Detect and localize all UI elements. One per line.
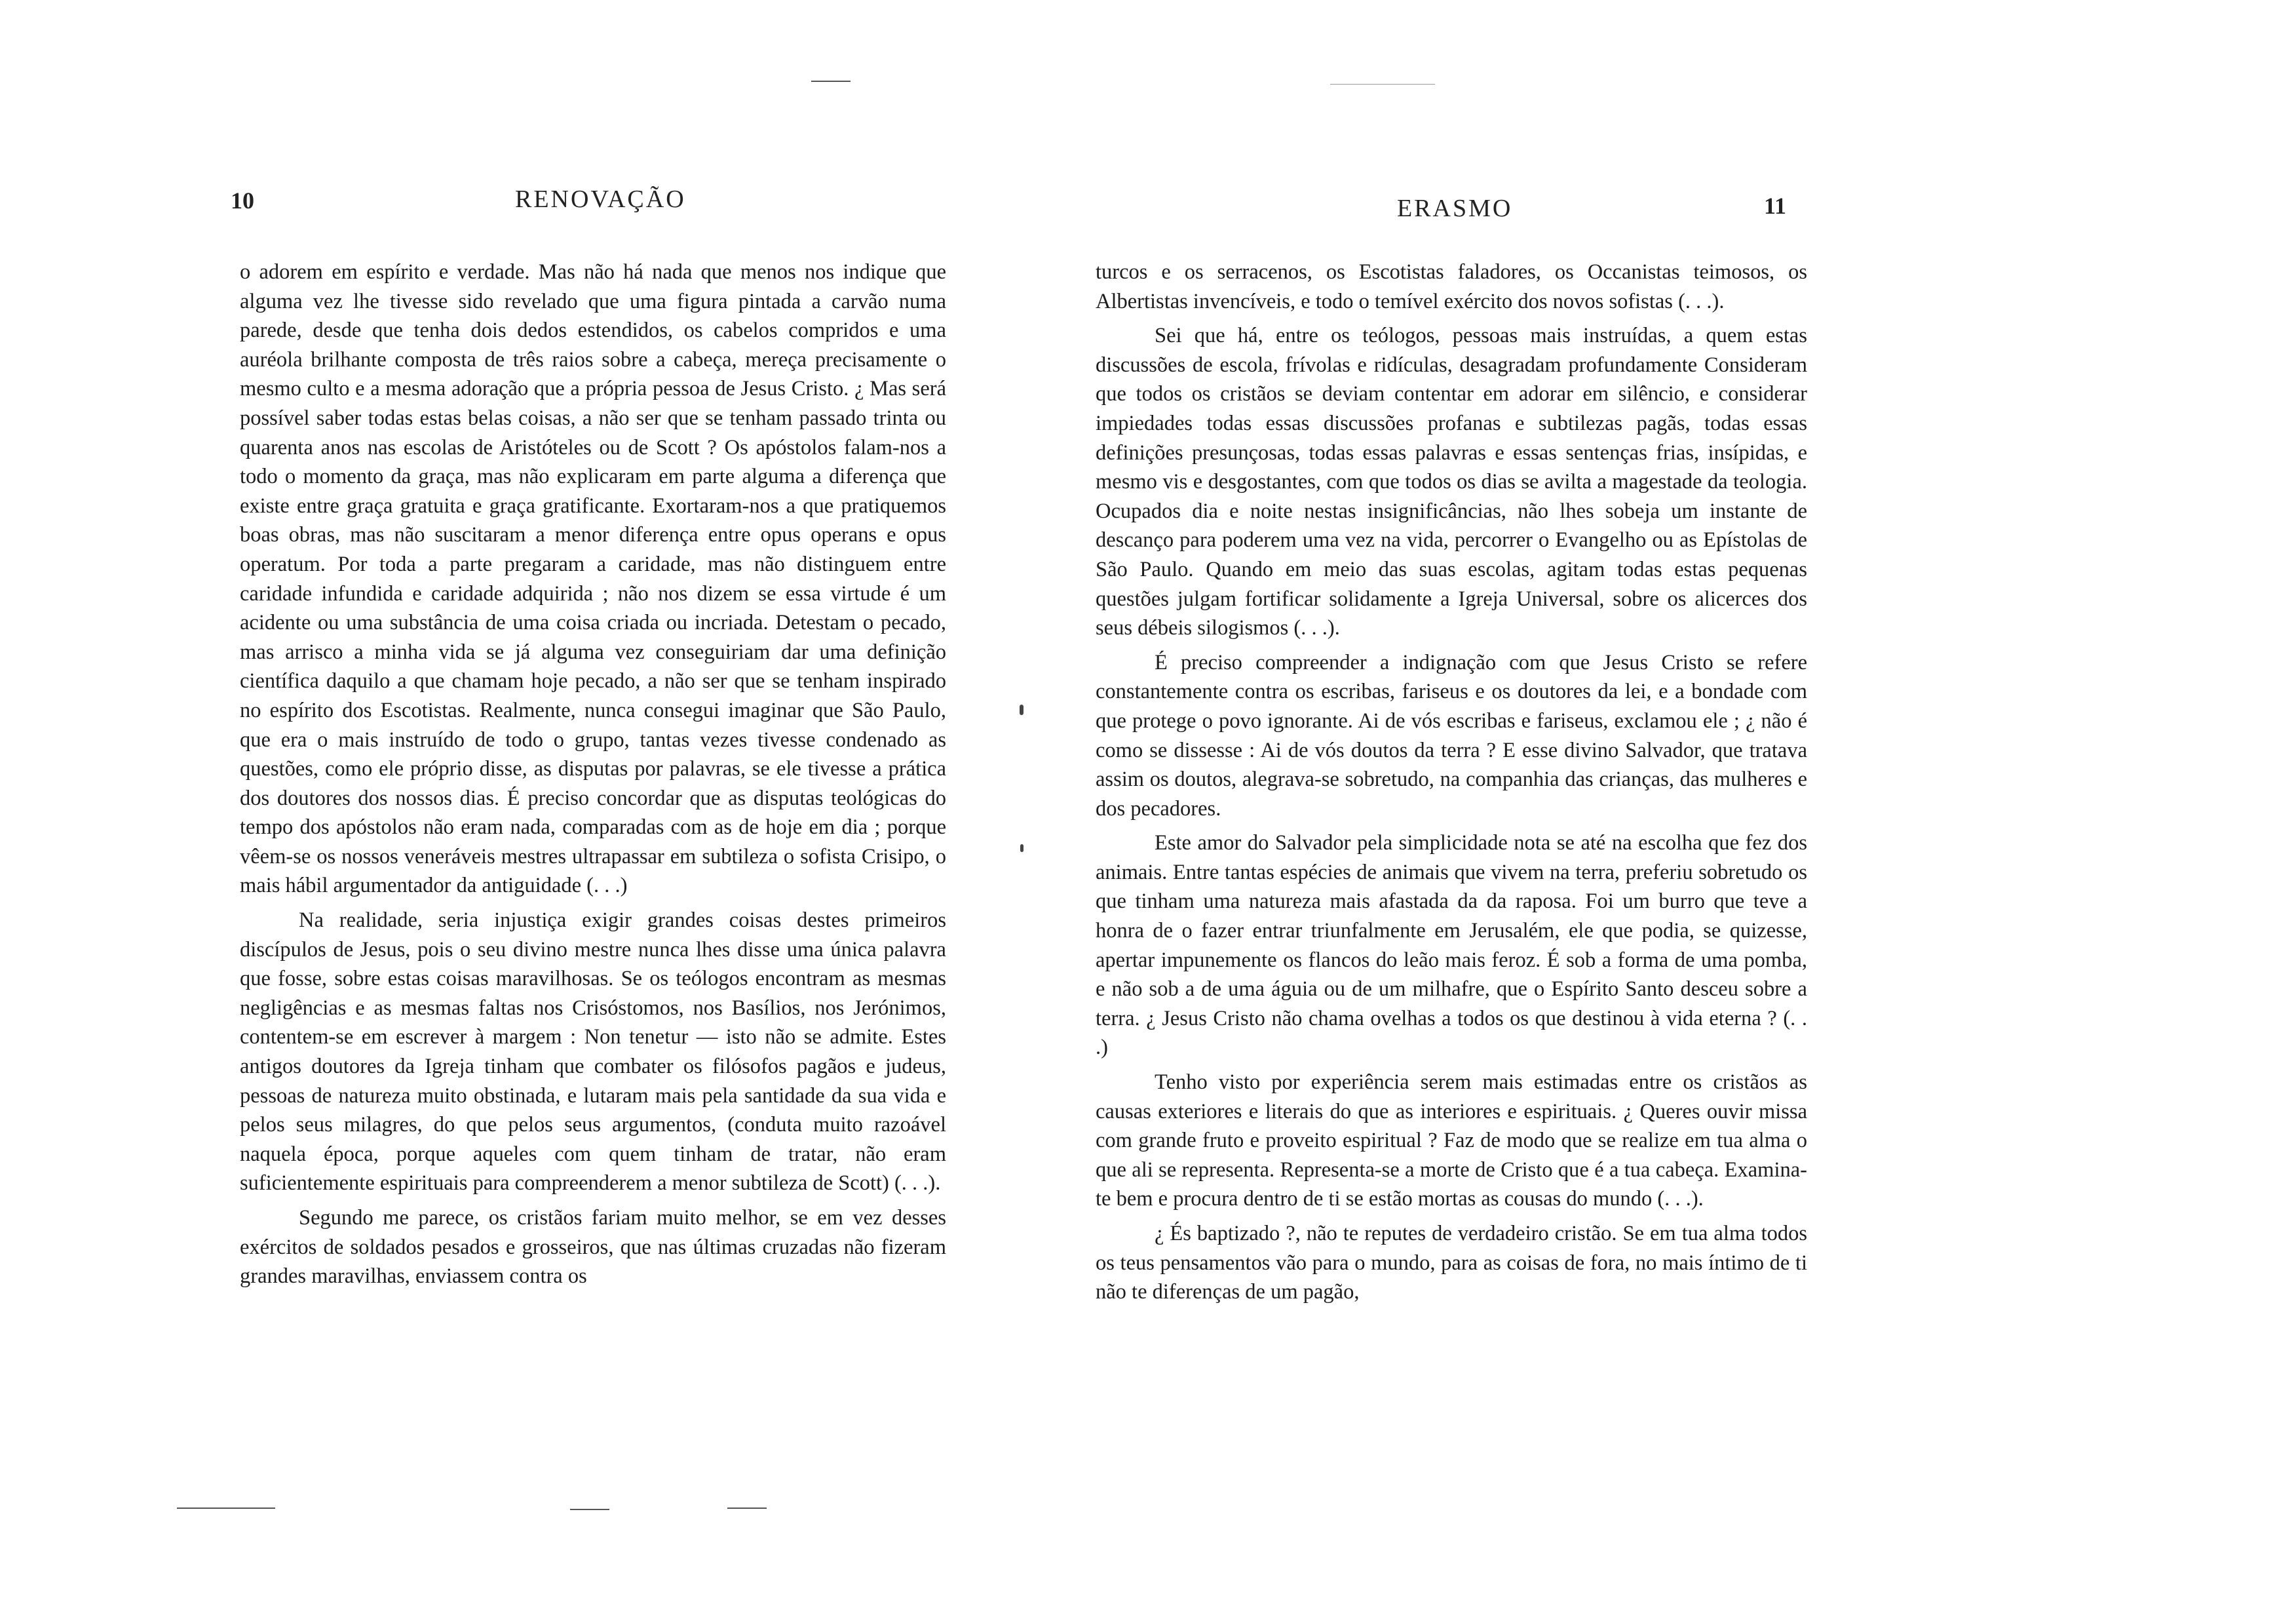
left-running-head: RENOVAÇÃO [515, 185, 686, 213]
scan-mark [727, 1508, 767, 1509]
right-paragraph-6: ¿ És baptizado ?, não te reputes de verdadeiro cristão. Se em tua alma todos os teus pensamentos vão para o mundo, para as coisas de fora, no mais íntimo de ti não te diferenças de um pagão, [1096, 1222, 1807, 1304]
left-page-number: 10 [231, 187, 254, 214]
right-paragraph-3: É preciso compreender a indignação com que Jesus Cristo se refere constantemente contra os escribas, fariseus e os doutores da lei, e a bondade com que protege o povo ignorante. Ai de vós escribas e fariseus, exclamou ele ; ¿ não é como se dissesse : Ai de vós doutos da terra ? E esse divino Salvador, que tratava assim os doutos, alegrava-se sobretudo, na companhia das crianças, das mulheres e dos pecadores. [1096, 650, 1807, 821]
left-paragraph-2: Na realidade, seria injustiça exigir grandes coisas destes primeiros discípulos de Jesus, pois o seu divino mestre nunca lhes disse uma única palavra que fosse, sobre estas coisas maravilhosas. Se os teólogos encontram as mesmas negligências e as mesmas faltas nos Crisóstomos, nos Basílios, nos Jerónimos, contentem-se em escrever à margem : Non tenetur — isto não se admite. Estes antigos doutores da Igreja tinham que combater os filósofos pagãos e judeus, pessoas de natureza muito obstinada, e lutaram mais pela santidade da sua vida e pelos seus milagres, do que pelos seus argumentos, (conduta muito razoável naquela época, porque aqueles com quem tinham de tratar, não eram suficientemente espirituais para compreenderem a menor subtileza de Scott) (. . .). [240, 908, 946, 1196]
scan-mark [811, 81, 851, 82]
right-paragraph-5: Tenho visto por experiência serem mais estimadas entre os cristãos as causas exteriores e literais do que as interiores e espirituais. ¿ Queres ouvir missa com grande fruto e proveito espiritual ? Faz de modo que se realize em tua alma o que ali se representa. Representa-se a morte de Cristo que é a tua cabeça. Examina-te bem e procura dentro de ti se estão mortas as cousas do mundo (. . .). [1096, 1070, 1807, 1211]
left-paragraph-3: Segundo me parece, os cristãos fariam muito melhor, se em vez desses exércitos de soldados pesados e grosseiros, que nas últimas cruzadas não fizeram grandes maravilhas, enviassem contra os [240, 1206, 946, 1289]
right-paragraph-2: Sei que há, entre os teólogos, pessoas mais instruídas, a quem estas discussões de escola, frívolas e ridículas, desagradam profundamente Consideram que todos os cristãos se deviam contentar em adorar em silêncio, e considerar impiedades todas essas discussões profanas e subtilezas pagãs, todas essas definições presunçosas, todas essas palavras e essas sentenças frias, insípidas, e mesmo vis e desgostantes, com que todos os dias se avilta a magestade da teologia. Ocupados dia e noite nestas insignificâncias, não lhes sobeja um instante de descanço para poderem uma vez na vida, percorrer o Evangelho ou as Epístolas de São Paulo. Quando em meio das suas escolas, agitam todas estas pequenas questões julgam fortificar solidamente a Igreja Universal, sobre os alicerces dos seus débeis silogismos (. . .). [1096, 324, 1807, 640]
scan-speck [1020, 844, 1024, 852]
scan-mark [177, 1508, 275, 1509]
right-paragraph-4: Este amor do Salvador pela simplicidade nota se até na escolha que fez dos animais. Entre tantas espécies de animais que vivem na terra, preferiu sobretudo os que tinham uma natureza mais afastada da da raposa. Foi um burro que teve a honra de o fazer entrar triunfalmente em Jerusalém, ele que podia, se quizesse, apertar impunemente os flancos do leão mais feroz. É sob a forma de uma pomba, e não sob a de uma águia ou de um milhafre, que o Espírito Santo desceu sobre a terra. ¿ Jesus Cristo não chama ovelhas a todos os que destinou à vida eterna ? (. . .) [1096, 831, 1807, 1060]
right-running-head: ERASMO [1397, 195, 1513, 222]
scan-mark [570, 1509, 609, 1510]
right-paragraph-1: turcos e os serracenos, os Escotistas faladores, os Occanistas teimosos, os Albertistas invencíveis, e todo o temível exército dos novos sofistas (. . .). [1096, 260, 1807, 313]
scan-speck [1020, 705, 1024, 715]
left-paragraph-1: o adorem em espírito e verdade. Mas não há nada que menos nos indique que alguma vez lhe tivesse sido revelado que uma figura pintada a carvão numa parede, desde que tenha dois dedos estendidos, os cabelos compridos e uma auréola brilhante composta de três raios sobre a cabeça, mereça precisamente o mesmo culto e a mesma adoração que a própria pessoa de Jesus Cristo. ¿ Mas será possível saber todas estas belas coisas, a não ser que se tenham passado trinta ou quarenta anos nas escolas de Aristóteles ou de Scott ? Os apóstolos falam-nos a todo o momento da graça, mas não explicaram em parte alguma a diferença que existe entre graça gratuita e graça gratificante. Exortaram-nos a que pratiquemos boas obras, mas não suscitaram a menor diferença entre opus operans e opus operatum. Por toda a parte pregaram a caridade, mas não distinguem entre caridade infundida e caridade adquirida ; não nos dizem se essa virtude é um acidente ou uma substância de uma coisa criada ou incriada. Detestam o pecado, mas arrisco a minha vida se já alguma vez conseguiriam dar uma definição científica daquilo a que chamam hoje pecado, a não ser que se tenham inspirado no espírito dos Escotistas. Realmente, nunca consegui imaginar que São Paulo, que era o mais instruído de todo o grupo, tantas vezes tivesse condenado as questões, como ele próprio disse, as disputas por palavras, se ele tivesse a prática dos doutores dos nossos dias. É preciso concordar que as disputas teológicas do tempo dos apóstolos não eram nada, comparadas com as de hoje em dia ; porque vêem-se os nossos veneráveis mestres ultrapassar em subtileza o sofista Crisipo, o mais hábil argumentador da antiguidade (. . .) [240, 260, 946, 898]
right-page-body [1096, 258, 1807, 1307]
left-page-body [240, 258, 946, 1291]
scan-mark [1330, 84, 1435, 85]
right-page-number: 11 [1764, 193, 1787, 219]
